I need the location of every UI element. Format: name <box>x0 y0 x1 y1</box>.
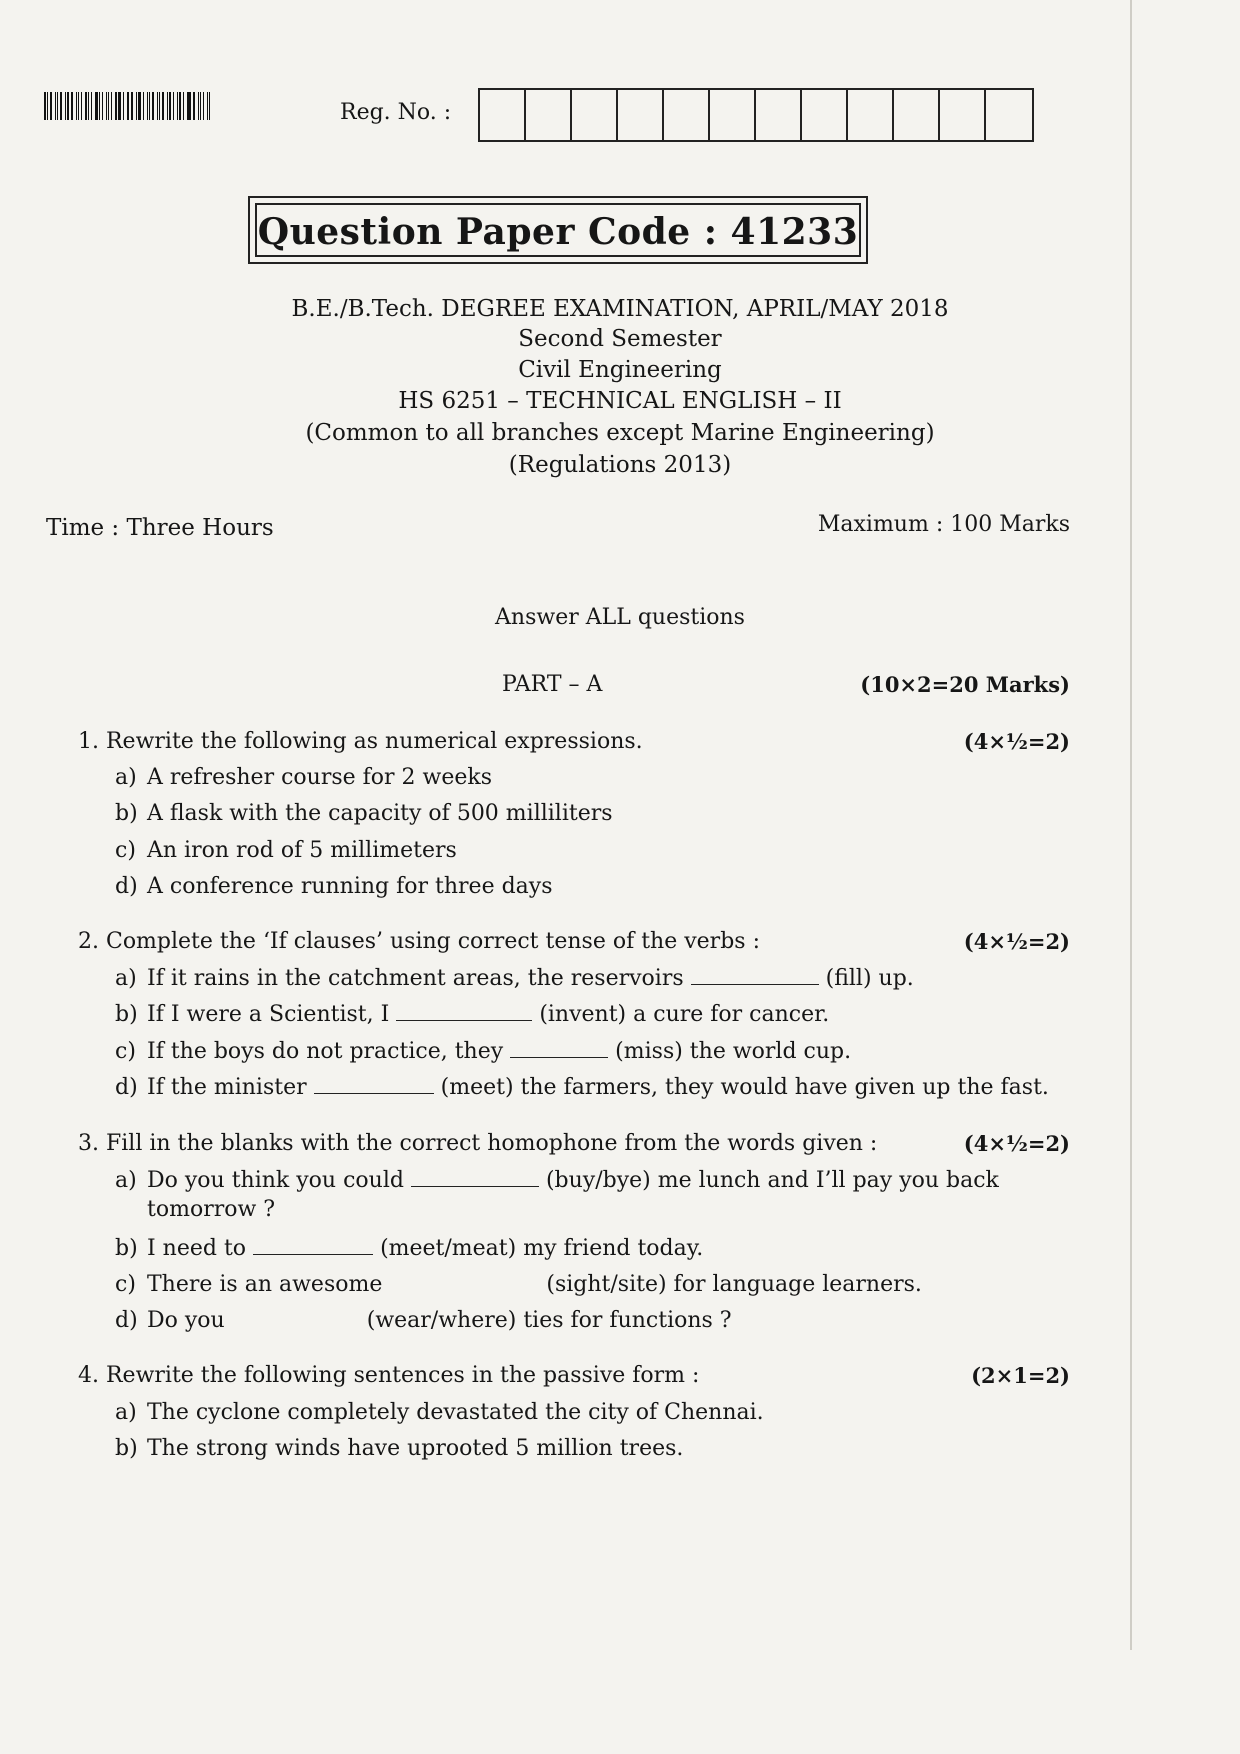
barcode-bar <box>88 92 90 120</box>
q3-item-a-continuation: tomorrow ? <box>147 1197 276 1222</box>
exam-title: B.E./B.Tech. DEGREE EXAMINATION, APRIL/MAY 2018 <box>291 296 949 322</box>
barcode-bar <box>147 92 148 120</box>
barcode-bar <box>115 92 117 120</box>
q1-item-b: b) A flask with the capacity of 500 milliliters <box>115 801 613 826</box>
q1-item-d: d) A conference running for three days <box>115 874 553 899</box>
question-3-marks: (4×½=2) <box>963 1131 1070 1156</box>
reg-no-box[interactable] <box>802 90 848 140</box>
barcode-bar <box>136 92 137 120</box>
answer-blank[interactable] <box>232 1308 360 1327</box>
answer-blank[interactable] <box>389 1272 539 1291</box>
q4-item-b: b) The strong winds have uprooted 5 million trees. <box>115 1436 684 1461</box>
barcode-bar <box>108 92 109 120</box>
barcode-bar <box>209 92 210 120</box>
barcode-bar <box>203 92 205 120</box>
q2-item-b: b) If I were a Scientist, I (invent) a cure for cancer. <box>115 1002 830 1027</box>
semester: Second Semester <box>518 326 722 352</box>
barcode-bar <box>179 92 181 120</box>
barcode-bar <box>106 92 108 120</box>
question-2: 2. Complete the ‘If clauses’ using correct tense of the verbs : <box>78 929 760 954</box>
barcode-bar <box>91 92 92 120</box>
barcode-bar <box>47 92 48 120</box>
barcode-bar <box>177 92 178 120</box>
barcode-bar <box>78 92 79 120</box>
q3-item-d: d) Do you (wear/where) ties for functions ? <box>115 1308 732 1333</box>
reg-no-box[interactable] <box>480 90 526 140</box>
barcode-bar <box>162 92 165 120</box>
barcode-bar <box>81 92 82 120</box>
page-edge <box>1130 0 1132 1650</box>
barcode-bar <box>200 92 201 120</box>
question-paper-code-box <box>248 196 868 264</box>
barcode <box>44 92 212 120</box>
answer-blank[interactable] <box>411 1168 539 1187</box>
reg-no-box[interactable] <box>756 90 802 140</box>
barcode-bar <box>60 92 62 120</box>
part-heading: PART – A <box>502 672 603 697</box>
common-note: (Common to all branches except Marine Engineering) <box>305 420 935 446</box>
barcode-bar <box>71 92 73 120</box>
barcode-bar <box>95 92 98 120</box>
barcode-bar <box>167 92 168 120</box>
answer-blank[interactable] <box>691 966 819 985</box>
barcode-bar <box>169 92 171 120</box>
question-2-marks: (4×½=2) <box>963 929 1070 954</box>
reg-no-box[interactable] <box>710 90 756 140</box>
reg-no-boxes[interactable] <box>478 88 1034 142</box>
barcode-bar <box>76 92 77 120</box>
barcode-bar <box>193 92 195 120</box>
time-allowed: Time : Three Hours <box>46 515 274 541</box>
barcode-bar <box>143 92 145 120</box>
barcode-bar <box>102 92 103 120</box>
barcode-bar <box>187 92 188 120</box>
barcode-bar <box>173 92 174 120</box>
barcode-bar <box>207 92 208 120</box>
barcode-bar <box>111 92 112 120</box>
barcode-bar <box>44 92 46 120</box>
regulations: (Regulations 2013) <box>508 452 732 478</box>
q2-item-c: c) If the boys do not practice, they (miss) the world cup. <box>115 1039 852 1064</box>
instruction: Answer ALL questions <box>495 605 745 630</box>
part-marks: (10×2=20 Marks) <box>860 672 1070 697</box>
question-3: 3. Fill in the blanks with the correct homophone from the words given : <box>78 1131 878 1156</box>
q2-item-d: d) If the minister (meet) the farmers, they would have given up the fast. <box>115 1075 1049 1100</box>
answer-blank[interactable] <box>253 1236 373 1255</box>
question-1-marks: (4×½=2) <box>963 729 1070 754</box>
barcode-bar <box>159 92 160 120</box>
question-1: 1. Rewrite the following as numerical expressions. <box>78 729 643 754</box>
barcode-bar <box>138 92 141 120</box>
barcode-bar <box>123 92 124 120</box>
q3-item-b: b) I need to (meet/meat) my friend today. <box>115 1236 704 1261</box>
q1-item-c: c) An iron rod of 5 millimeters <box>115 838 457 863</box>
barcode-bar <box>50 92 53 120</box>
q1-item-a: a) A refresher course for 2 weeks <box>115 765 493 790</box>
q2-item-a: a) If it rains in the catchment areas, the reservoirs (fill) up. <box>115 966 914 991</box>
question-4-marks: (2×1=2) <box>971 1363 1070 1388</box>
barcode-bar <box>99 92 100 120</box>
barcode-bar <box>85 92 87 120</box>
reg-no-box[interactable] <box>572 90 618 140</box>
reg-no-box[interactable] <box>986 90 1032 140</box>
answer-blank[interactable] <box>396 1002 532 1021</box>
q3-item-a: a) Do you think you could (buy/bye) me lunch and I’ll pay you back <box>115 1168 999 1193</box>
barcode-bar <box>149 92 150 120</box>
barcode-bar <box>157 92 158 120</box>
reg-no-box[interactable] <box>848 90 894 140</box>
reg-no-box[interactable] <box>664 90 710 140</box>
reg-no-label: Reg. No. : <box>340 100 452 125</box>
q3-item-c: c) There is an awesome (sight/site) for language learners. <box>115 1272 922 1297</box>
barcode-bar <box>128 92 129 120</box>
barcode-bar <box>183 92 184 120</box>
reg-no-box[interactable] <box>940 90 986 140</box>
barcode-bar <box>198 92 199 120</box>
q4-item-a: a) The cyclone completely devastated the city of Chennai. <box>115 1400 764 1425</box>
barcode-bar <box>118 92 121 120</box>
barcode-bar <box>131 92 133 120</box>
subject: HS 6251 – TECHNICAL ENGLISH – II <box>398 388 842 414</box>
question-paper-code: Question Paper Code : 41233 <box>255 203 861 257</box>
barcode-bar <box>65 92 66 120</box>
barcode-bar <box>188 92 191 120</box>
answer-blank[interactable] <box>314 1075 434 1094</box>
maximum-marks: Maximum : 100 Marks <box>817 512 1070 537</box>
answer-blank[interactable] <box>510 1039 608 1058</box>
barcode-bar <box>67 92 70 120</box>
barcode-bar <box>55 92 56 120</box>
barcode-bar <box>57 92 58 120</box>
question-4: 4. Rewrite the following sentences in the passive form : <box>78 1363 700 1388</box>
reg-no-box[interactable] <box>526 90 572 140</box>
barcode-bar <box>152 92 154 120</box>
reg-no-box[interactable] <box>894 90 940 140</box>
reg-no-box[interactable] <box>618 90 664 140</box>
branch: Civil Engineering <box>518 357 722 383</box>
barcode-bar <box>127 92 128 120</box>
